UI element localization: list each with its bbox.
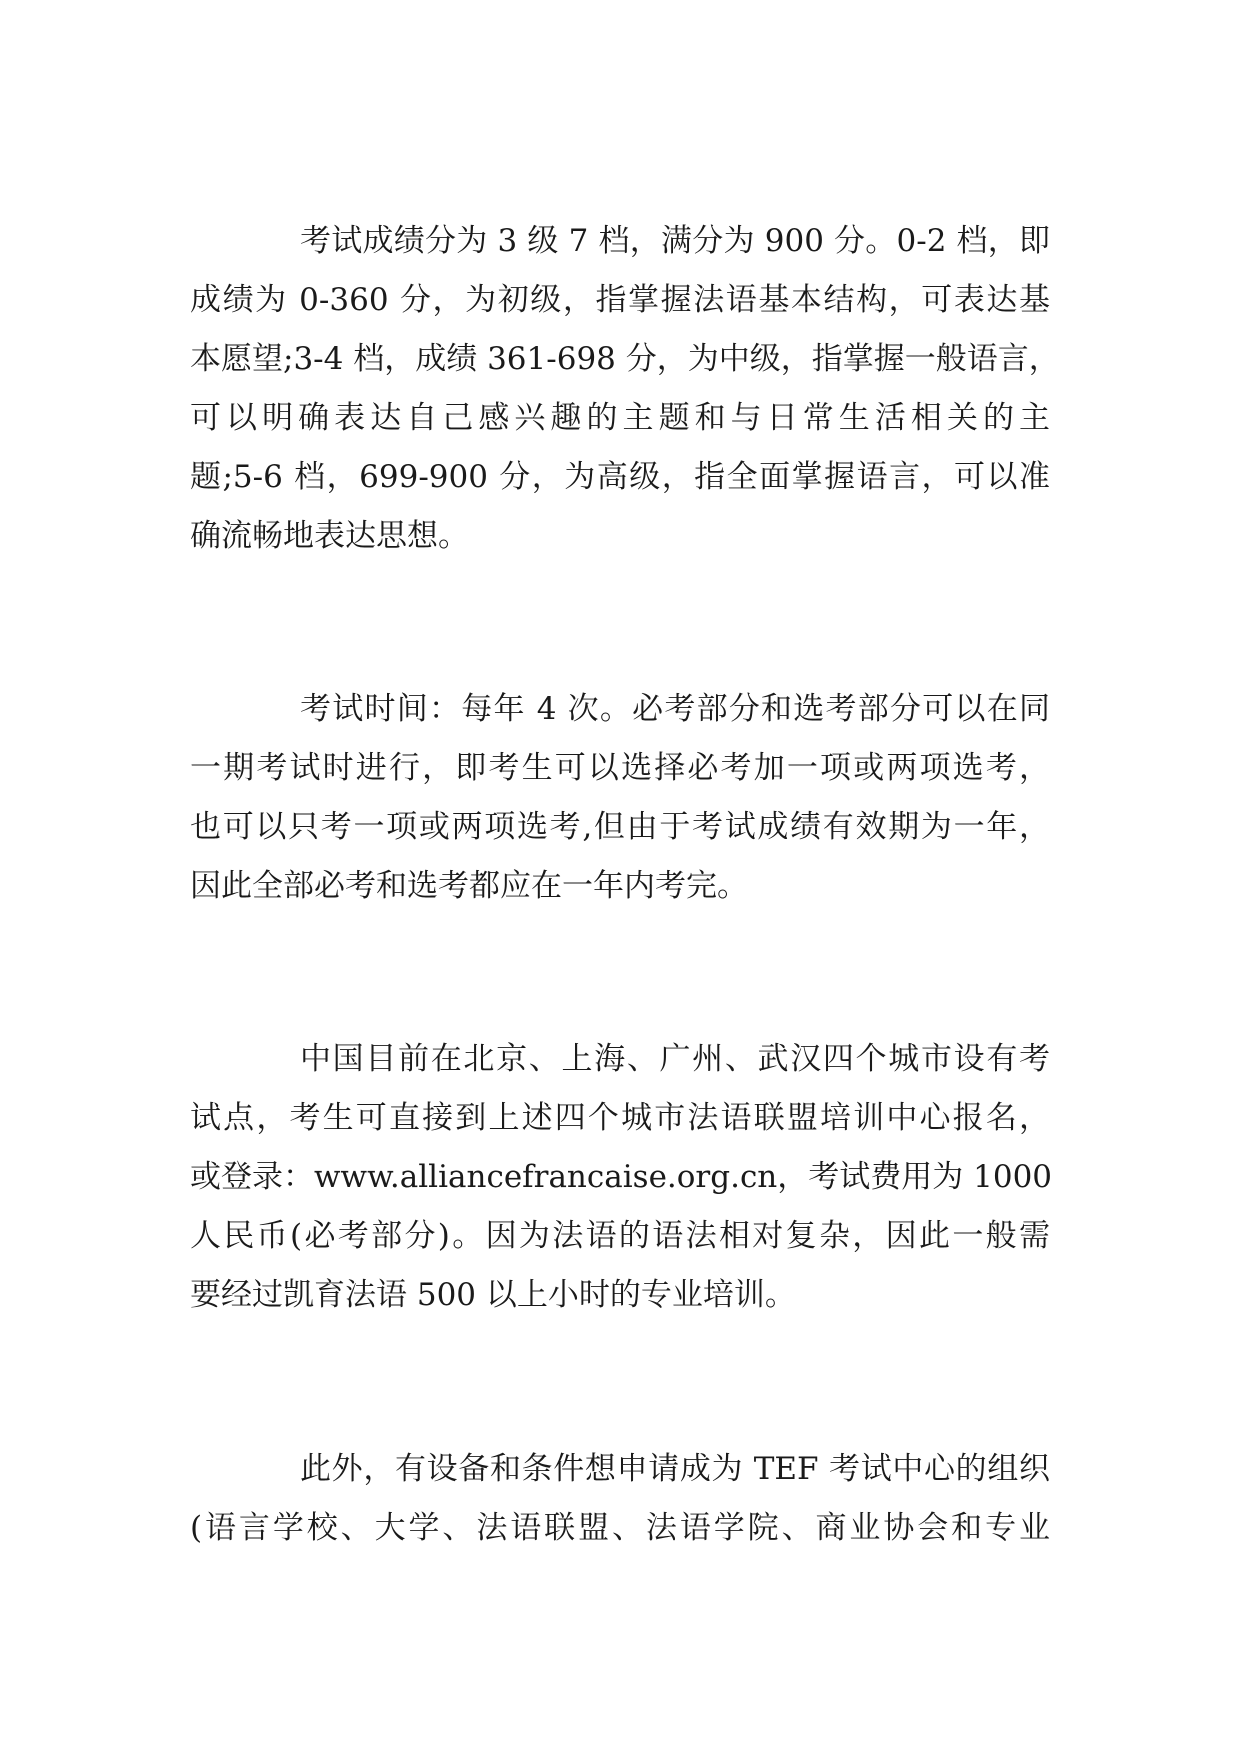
text-line: 或登录：www.alliancefrancaise.org.cn，考试费用为 1000	[190, 1159, 1053, 1195]
text-line: (语言学校、大学、法语联盟、法语学院、商业协会和专业	[190, 1510, 1050, 1546]
text-line: 成绩为 0-360 分，为初级，指掌握法语基本结构，可表达基	[190, 282, 1050, 318]
text-line: 中国目前在北京、上海、广州、武汉四个城市设有考	[300, 1041, 1050, 1077]
paragraph-score-levels	[190, 212, 1060, 566]
text-line: 确流畅地表达思想。	[190, 518, 469, 554]
paragraph-exam-center-application	[190, 1440, 1050, 1558]
text-line: 要经过凯育法语 500 以上小时的专业培训。	[190, 1277, 796, 1313]
text-line: 因此全部必考和选考都应在一年内考完。	[190, 868, 748, 904]
paragraph-exam-locations	[190, 1030, 1053, 1325]
text-line: 此外，有设备和条件想申请成为 TEF 考试中心的组织	[300, 1451, 1050, 1487]
text-line: 一期考试时进行，即考生可以选择必考加一项或两项选考，	[190, 750, 1050, 786]
text-line: 试点，考生可直接到上述四个城市法语联盟培训中心报名，	[190, 1100, 1050, 1136]
paragraph-exam-schedule	[190, 680, 1050, 916]
text-line: 可以明确表达自己感兴趣的主题和与日常生活相关的主	[190, 400, 1050, 436]
text-line: 人民币(必考部分)。因为法语的语法相对复杂，因此一般需	[190, 1218, 1050, 1254]
text-line: 题;5-6 档，699-900 分，为高级，指全面掌握语言，可以准	[190, 459, 1050, 495]
text-line: 考试成绩分为 3 级 7 档，满分为 900 分。0-2 档，即	[300, 223, 1050, 259]
text-line: 也可以只考一项或两项选考,但由于考试成绩有效期为一年，	[190, 809, 1050, 845]
text-line: 考试时间：每年 4 次。必考部分和选考部分可以在同	[300, 691, 1050, 727]
text-line: 本愿望;3-4 档，成绩 361-698 分，为中级，指掌握一般语言，	[190, 341, 1060, 377]
